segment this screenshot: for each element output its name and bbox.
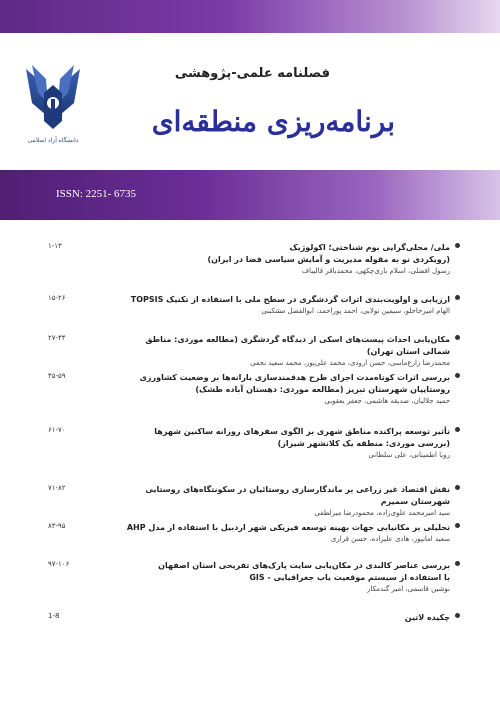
toc-pages: ۲۷-۴۴ [48,334,66,342]
bullet-icon [455,335,460,340]
toc-subtitle: (بررسی موردی: منطقه یک کلانشهر شیراز) [277,439,450,448]
toc-entry-text [120,484,450,519]
toc-subtitle: با استفاده از سیستم موقعیت یاب جغرافیایی - GIS [249,573,450,582]
toc-title: نقش اقتصاد غیر زراعی بر ماندگارسازی روستائیان در سکونتگاه‌های روستایی شهرستان سمیرم [145,485,450,506]
toc-authors: سید امیرمحمد علوی‌زاده، محمودرضا میرلطفی [314,509,450,517]
toc-authors: الهام امیرحاجلو، سیمین تولایی، احمد پوراحمد، ابوالفضل مشکینی [261,307,450,315]
bullet-icon [455,295,460,300]
bullet-icon [455,523,460,528]
toc-authors: رسول افضلی، اسلام باری‌چکهی، محمدباقر قالیباف [301,267,450,275]
toc-entry-text [120,560,450,595]
journal-type: فصلنامه علمی-پژوهشی [174,66,330,81]
toc-title: مکان‌یابی احداث پیست‌های اسکی از دیدگاه گردشگری (مطالعه موردی: مناطق شمالی استان تهران) [145,335,450,356]
toc-entry-text [120,426,450,461]
bullet-icon [455,561,460,566]
toc-pages: ۱-۱۳ [48,242,62,250]
toc-title: ارزیابی و اولویت‌بندی اثرات گردشگری در سطح ملی با استفاده از تکنیک TOPSIS [130,295,450,304]
bullet-icon [455,613,460,618]
bullet-icon [455,243,460,248]
toc-pages: ۹۷-۱۰۶ [48,560,70,568]
toc-pages: ۱۵-۲۶ [48,294,66,302]
toc-title: چکیده لاتین [404,613,450,622]
toc-authors: حمید جلالیان، صدیقه هاشمی، جعفر یعقوبی [324,397,450,405]
toc-entry-text [120,522,450,545]
toc-pages: ۶۱-۷۰ [48,426,66,434]
toc-pages: ۴۵-۵۹ [48,372,66,380]
university-logo [22,63,84,161]
logo-caption: دانشگاه آزاد اسلامی [27,137,79,144]
toc-title: تحلیلی بر مکانیابی جهات بهینه توسعه فیزیکی شهر اردبیل با استفاده از مدل AHP [126,523,450,532]
bullet-icon [455,485,460,490]
toc-entry-text [120,294,450,317]
toc-title: بررسی عناصر کالبدی در مکان‌یابی سایت پارک‌های تفریحی استان اصفهان [158,561,450,570]
bullet-icon [455,373,460,378]
toc-entry-text [120,242,450,277]
toc-entry-text [120,334,450,369]
table-of-contents [0,220,500,707]
toc-pages: ۸۳-۹۵ [48,522,66,530]
toc-title: تأثیر توسعه پراکنده مناطق شهری بر الگوی سفرهای روزانه ساکنین شهرها [154,427,450,436]
issn-label: ISSN: 2251- 6735 [56,188,137,200]
toc-authors: سعید امانپور، هادی علیزاده، حسن قراری [330,535,450,543]
toc-entry-text [120,612,450,624]
toc-authors: محمدرضا زارع‌ماسی، حسن ارودی، محمد علی‌پور، محمد سعید نجفی [250,359,450,367]
toc-subtitle: (رویکردی نو به مقوله مدیریت و آمایش سیاسی فضا در ایران) [207,255,450,264]
toc-authors: نوشین قاسمی، امیر گندمکار [367,585,450,593]
toc-subtitle: روستاییان شهرستان تبریز (مطالعه موردی: دهستان آباده طشک) [195,385,450,394]
toc-pages: 1-8 [48,612,60,620]
top-color-band [0,0,500,33]
toc-entry-text [120,372,450,407]
journal-title: برنامه‌ریزی منطقه‌ای [151,105,395,138]
toc-authors: رویا اطمینانی، علی سلطانی [368,451,450,459]
toc-title: بررسی اثرات کوتاه‌مدت اجرای طرح هدفمندسازی یارانه‌ها بر وضعیت کشاورزی [139,373,450,382]
toc-title: ملی/ محلی‌گرایی بوم شناختی؛ اکولوژیک [289,243,450,252]
toc-pages: ۷۱-۸۲ [48,484,66,492]
bullet-icon [455,427,460,432]
cover-header [0,33,500,170]
logo-emblem-icon [22,63,84,137]
